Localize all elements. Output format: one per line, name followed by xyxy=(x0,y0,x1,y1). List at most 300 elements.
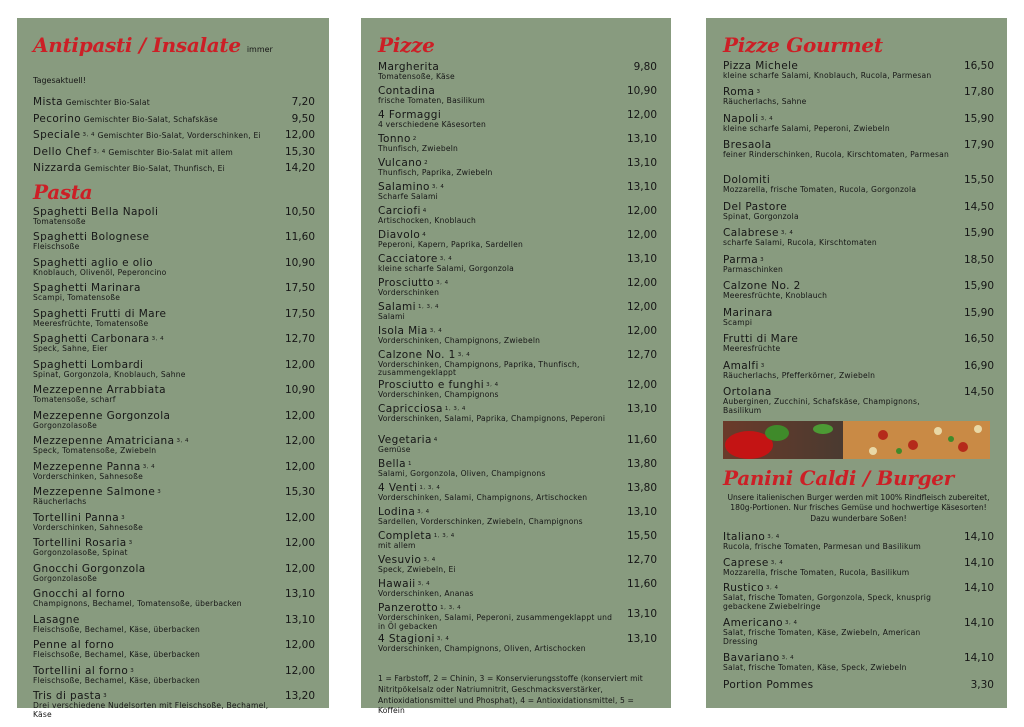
menu-item-name xyxy=(723,114,950,125)
menu-item-price: 12,00 xyxy=(284,639,315,651)
menu-item-description: feiner Rinderschinken, Rucola, Kirschtomaten, Parmesan xyxy=(723,150,950,159)
menu-item xyxy=(378,158,657,182)
menu-item-description: Vorderschinken, Salami, Peperoni, zusammengeklappt und in Öl gebacken xyxy=(378,613,613,631)
additive-codes: 3 xyxy=(121,514,126,521)
pasta-list xyxy=(33,207,315,722)
menu-item-description: Auberginen, Zucchini, Schafskäse, Champignons, Basilikum xyxy=(723,397,920,415)
menu-item-price: 13,10 xyxy=(626,181,657,193)
menu-item xyxy=(33,436,315,462)
menu-item xyxy=(378,230,657,254)
menu-item-description: Meeresfrüchte xyxy=(723,344,781,353)
menu-item xyxy=(33,144,315,161)
menu-item-description: 4 verschiedene Käsesorten xyxy=(378,120,486,129)
menu-item-title: Pizza Michele xyxy=(723,60,799,72)
menu-item-description: Fleischsoße xyxy=(33,242,80,251)
menu-item-title: Portion Pommes xyxy=(723,679,814,692)
menu-item-name xyxy=(33,309,271,320)
menu-item-name xyxy=(723,680,950,691)
menu-item-title: Spaghetti Carbonara xyxy=(33,333,150,345)
menu-item-price: 12,00 xyxy=(284,562,315,575)
additive-codes: 3, 4 xyxy=(417,581,431,587)
menu-item-price: 15,90 xyxy=(963,280,994,292)
additive-codes: 3, 4 xyxy=(431,184,445,190)
menu-item xyxy=(723,532,994,559)
menu-item-description: Gemischter Bio-Salat mit allem xyxy=(108,147,233,157)
menu-item-title: Contadina xyxy=(378,85,436,97)
menu-item xyxy=(723,202,994,229)
menu-item-description: Salami, Gorgonzola, Oliven, Champignons xyxy=(378,469,546,478)
menu-item-description: Vorderschinken, Champignons, Paprika, Thunfisch, zusammengeklappt xyxy=(378,359,580,378)
menu-item xyxy=(33,258,315,284)
additive-codes: 3, 4 xyxy=(770,560,784,567)
menu-item xyxy=(378,254,657,278)
menu-item-price: 3,30 xyxy=(970,679,994,692)
menu-item-price: 11,60 xyxy=(284,231,315,243)
menu-item-title: Mezzepenne Panna xyxy=(33,460,141,473)
menu-item-price: 9,80 xyxy=(633,61,657,73)
menu-item xyxy=(378,579,657,603)
menu-item xyxy=(378,555,657,579)
menu-item-description: Gemischter Bio-Salat xyxy=(65,98,150,107)
additive-codes: 3, 4 xyxy=(457,351,471,358)
menu-item xyxy=(723,228,994,255)
menu-item-price: 17,90 xyxy=(963,139,994,151)
menu-item-price: 12,00 xyxy=(626,277,657,289)
menu-item-description: Vorderschinken, Sahnesoße xyxy=(33,522,143,532)
menu-item xyxy=(33,385,315,411)
menu-item-title: Vesuvio xyxy=(378,554,422,566)
menu-item-description: Gorgonzolasoße xyxy=(33,420,98,430)
menu-item xyxy=(723,583,994,618)
menu-item xyxy=(378,380,657,404)
menu-item xyxy=(378,483,657,507)
menu-item-name xyxy=(33,111,271,128)
menu-item-price: 12,00 xyxy=(626,109,657,121)
menu-item-title: Spaghetti Frutti di Mare xyxy=(33,307,167,320)
menu-item xyxy=(378,634,657,668)
antipasti-list xyxy=(33,94,315,177)
menu-item-title: Tortellini Panna xyxy=(33,511,120,524)
menu-item-title: Roma xyxy=(723,86,755,98)
menu-item xyxy=(33,487,315,513)
menu-item-description: Salat, frische Tomaten, Käse, Zwiebeln, American Dressing xyxy=(723,628,921,646)
menu-item-description: scharfe Salami, Rucola, Kirschtomaten xyxy=(723,238,877,247)
food-photo-banner xyxy=(723,421,990,459)
menu-item-price: 14,10 xyxy=(963,652,994,665)
menu-panel-middle xyxy=(361,18,671,716)
menu-item-name xyxy=(378,435,613,446)
menu-item-description: Gemischter Bio-Salat, Vorderschinken, Ei xyxy=(97,131,261,140)
menu-item-price: 15,90 xyxy=(963,227,994,239)
menu-item-title: Pecorino xyxy=(33,112,82,125)
additive-codes: 2 xyxy=(424,160,429,166)
menu-item-price: 18,50 xyxy=(963,253,994,266)
menu-item xyxy=(723,87,994,114)
section-title-gourmet: Pizze Gourmet xyxy=(723,33,883,57)
menu-item-title: 4 Stagioni xyxy=(378,633,435,645)
menu-item xyxy=(378,182,657,206)
menu-item-title: Mezzepenne Gorgonzola xyxy=(33,409,171,422)
menu-item-description: Fleischsoße, Bechamel, Käse, überbacken xyxy=(33,624,201,634)
menu-item-price: 14,20 xyxy=(284,162,315,174)
menu-item xyxy=(378,86,657,110)
menu-item xyxy=(33,640,315,666)
menu-item-price: 12,00 xyxy=(284,664,315,677)
menu-item-description: Speck, Zwiebeln, Ei xyxy=(378,565,456,574)
additive-codes: 3, 4 xyxy=(780,230,794,236)
menu-item-title: Tris di pasta xyxy=(33,690,102,702)
menu-item-name xyxy=(33,513,271,524)
menu-item-price: 13,10 xyxy=(626,157,657,169)
menu-item xyxy=(723,308,994,335)
menu-item-description: Knoblauch, Olivenöl, Peperoncino xyxy=(33,267,167,277)
menu-item-title: Rustico xyxy=(723,582,764,595)
menu-item-price: 13,80 xyxy=(626,458,657,470)
menu-item-title: Tonno xyxy=(378,133,411,145)
section-title-pasta: Pasta xyxy=(33,179,93,204)
panini-list xyxy=(723,532,994,695)
menu-item-price: 12,70 xyxy=(626,348,657,361)
menu-item-price: 14,10 xyxy=(963,557,994,570)
menu-item xyxy=(723,387,994,417)
gourmet-list xyxy=(723,61,994,417)
menu-item xyxy=(33,127,315,144)
menu-item xyxy=(378,404,657,435)
menu-item-description: Peperoni, Kapern, Paprika, Sardellen xyxy=(378,240,523,249)
additive-codes: 3, 4 xyxy=(82,132,95,138)
menu-item-description: kleine scharfe Salami, Knoblauch, Rucola, Parmesan xyxy=(723,71,932,80)
additive-codes: 3 xyxy=(128,540,133,546)
menu-item-price: 12,00 xyxy=(626,379,657,391)
menu-item-price: 11,60 xyxy=(626,578,657,590)
menu-item-price: 12,00 xyxy=(284,537,315,549)
menu-item-description: Fleischsoße, Bechamel, Käse, überbacken xyxy=(33,650,201,659)
menu-item-description: mit allem xyxy=(378,541,416,550)
menu-item-description: Vorderschinken, Champignons, Oliven, Artischocken xyxy=(378,644,586,653)
menu-item xyxy=(723,334,994,361)
menu-item-title: Dolomiti xyxy=(723,174,771,186)
menu-item-price: 12,70 xyxy=(626,554,657,566)
menu-item-price: 10,90 xyxy=(626,85,657,97)
menu-item-description: Vorderschinken xyxy=(378,288,440,297)
menu-panel-right xyxy=(706,18,1007,708)
menu-item-description: Meeresfrüchte, Tomatensoße xyxy=(33,318,149,328)
menu-item-title: Bresaola xyxy=(723,139,772,151)
menu-item xyxy=(33,589,315,615)
menu-item-name xyxy=(33,94,271,111)
menu-item xyxy=(723,255,994,282)
menu-item xyxy=(378,326,657,350)
additive-codes: 3, 4 xyxy=(486,382,499,388)
menu-item-price: 13,10 xyxy=(626,506,657,518)
menu-item-title: Frutti di Mare xyxy=(723,333,799,345)
menu-item-description: Mozzarella, frische Tomaten, Rucola, Gorgonzola xyxy=(723,185,917,194)
menu-item-title: Dello Chef xyxy=(33,145,92,158)
additive-codes: 3 xyxy=(756,89,761,95)
section-title-antipasti: Antipasti / Insalate immer Tagesaktuell! xyxy=(33,33,273,85)
menu-item-description: Tomatensoße, Käse xyxy=(378,72,455,81)
menu-item-description: Salat, frische Tomaten, Käse, Speck, Zwiebeln xyxy=(723,663,907,673)
additive-codes: 2 xyxy=(412,136,417,142)
menu-item-name xyxy=(33,462,271,473)
menu-item-title: Caprese xyxy=(723,557,769,570)
menu-item-price: 12,70 xyxy=(284,333,315,345)
menu-item xyxy=(723,618,994,653)
additive-codes: 3 xyxy=(130,667,135,674)
menu-item-price: 10,50 xyxy=(284,205,315,218)
additive-codes: 1 xyxy=(407,461,412,467)
menu-item xyxy=(723,281,994,308)
menu-item-name xyxy=(378,350,613,361)
menu-item xyxy=(378,206,657,230)
menu-item-price: 12,00 xyxy=(284,511,315,524)
menu-item xyxy=(723,653,994,680)
pizze-list xyxy=(378,62,657,668)
menu-item-title: Diavolo xyxy=(378,229,421,241)
menu-item-price: 15,50 xyxy=(626,530,657,542)
menu-item-price: 15,50 xyxy=(963,174,994,186)
menu-item-name xyxy=(723,361,950,372)
menu-item-name xyxy=(723,255,950,266)
menu-item-title: Hawaii xyxy=(378,578,416,590)
menu-item xyxy=(33,564,315,590)
menu-item-name xyxy=(33,360,271,371)
menu-item-description: Gorgonzolasoße xyxy=(33,573,98,583)
menu-item-title: Margherita xyxy=(378,61,440,73)
menu-item xyxy=(33,538,315,564)
additive-codes: 1, 3, 4 xyxy=(418,304,439,310)
menu-item-description: Vorderschinken, Salami, Paprika, Champignons, Peperoni xyxy=(378,414,606,423)
menu-item-price: 12,00 xyxy=(284,435,315,447)
menu-item-title: Parma xyxy=(723,253,759,266)
additive-codes: 1, 3, 4 xyxy=(433,533,455,539)
menu-item-name xyxy=(723,202,950,213)
additive-codes: 3, 4 xyxy=(785,620,798,627)
menu-item-title: Nizzarda xyxy=(33,162,82,174)
menu-item-price: 7,20 xyxy=(291,96,315,108)
additive-codes: 3 xyxy=(103,693,108,699)
menu-item-description: Räucherlachs, Pfefferkörner, Zwiebeln xyxy=(723,370,876,380)
menu-item-description: Tomatensoße xyxy=(33,216,86,226)
additive-codes: 1, 3, 4 xyxy=(444,406,466,412)
menu-item-price: 16,90 xyxy=(963,359,994,372)
menu-item-price: 14,50 xyxy=(963,386,994,398)
additive-codes: 3, 4 xyxy=(436,280,449,286)
menu-item xyxy=(33,411,315,437)
menu-item-title: Carciofi xyxy=(378,205,421,217)
additive-codes: 4 xyxy=(422,208,427,214)
additive-codes: 3 xyxy=(157,489,162,495)
additive-codes: 3 xyxy=(760,256,765,263)
menu-item xyxy=(378,603,657,634)
menu-item-description: Spinat, Gorgonzola, Knoblauch, Sahne xyxy=(33,369,186,379)
menu-item-price: 12,00 xyxy=(284,129,315,141)
menu-item xyxy=(33,615,315,641)
menu-item-price: 16,50 xyxy=(963,60,994,72)
menu-item xyxy=(378,435,657,459)
menu-item-description: Salat, frische Tomaten, Gorgonzola, Speck, knusprig gebackene Zwiebelringe xyxy=(723,593,932,611)
menu-item-title: Panzerotto xyxy=(378,602,439,614)
menu-item-price: 14,50 xyxy=(963,200,994,213)
menu-item-name xyxy=(378,302,613,313)
menu-item-price: 12,00 xyxy=(626,301,657,313)
menu-item xyxy=(33,207,315,233)
menu-item-price: 12,00 xyxy=(626,325,657,337)
menu-item-description: Artischocken, Knoblauch xyxy=(378,216,477,225)
menu-item-price: 12,00 xyxy=(284,358,315,371)
menu-item xyxy=(378,350,657,381)
menu-item xyxy=(723,680,994,694)
menu-item-price: 17,80 xyxy=(963,86,994,98)
additive-codes: 3, 4 xyxy=(767,533,780,540)
menu-item-title: Amalfi xyxy=(723,359,759,372)
menu-item-name xyxy=(33,207,271,218)
menu-item-title: Lasagne xyxy=(33,613,80,626)
menu-item xyxy=(378,531,657,555)
menu-item-title: Americano xyxy=(723,617,783,630)
menu-item-title: Spaghetti Lombardi xyxy=(33,358,144,371)
menu-item xyxy=(33,160,315,177)
menu-item-title: Del Pastore xyxy=(723,200,788,213)
menu-item-title: Vegetaria xyxy=(378,434,432,446)
menu-item-title: Spaghetti Bolognese xyxy=(33,231,150,243)
menu-item-title: Mezzepenne Salmone xyxy=(33,486,156,498)
section-title-pizze: Pizze xyxy=(378,33,435,57)
additive-codes: 3, 4 xyxy=(429,328,443,334)
menu-item-title: Marinara xyxy=(723,306,773,319)
menu-item-title: Vulcano xyxy=(378,157,423,169)
menu-item-title: Italiano xyxy=(723,530,766,543)
menu-item-description: Gemischter Bio-Salat, Thunfisch, Ei xyxy=(84,164,225,173)
menu-item-description: Speck, Sahne, Eier xyxy=(33,344,108,353)
menu-item-description: Meeresfrüchte, Knoblauch xyxy=(723,291,828,300)
menu-item-price: 14,10 xyxy=(963,530,994,543)
menu-item xyxy=(378,278,657,302)
menu-item-description: Rucola, frische Tomaten, Parmesan und Basilikum xyxy=(723,541,921,551)
menu-item xyxy=(723,361,994,388)
menu-item-description: Fleischsoße, Bechamel, Käse, überbacken xyxy=(33,675,201,685)
menu-item-title: Prosciutto xyxy=(378,277,435,289)
additive-codes: 3, 4 xyxy=(93,148,106,155)
burger-intro: Unsere italienischen Burger werden mit 100% Rindfleisch zubereitet, 180g-Portionen. Nur frisches Gemüse und hochwertige Käsesorten! Dazu wunderbare Soßen! xyxy=(727,493,990,523)
menu-item-price: 14,10 xyxy=(963,617,994,630)
menu-item xyxy=(33,283,315,309)
menu-item-price: 14,10 xyxy=(963,582,994,595)
menu-item-price: 10,90 xyxy=(284,384,315,396)
menu-item-name xyxy=(33,258,271,269)
additive-codes: 1, 3, 4 xyxy=(419,485,441,491)
menu-item-name xyxy=(33,160,271,177)
additive-codes: 3, 4 xyxy=(781,655,795,662)
additive-codes: 3 xyxy=(760,362,765,369)
menu-item-description: Scharfe Salami xyxy=(378,192,438,201)
menu-item-price: 10,90 xyxy=(284,256,315,269)
menu-item-description: Parmaschinken xyxy=(723,264,784,274)
menu-item-description: Vorderschinken, Champignons, Zwiebeln xyxy=(378,336,541,345)
menu-item-description: Spinat, Gorgonzola xyxy=(723,211,799,221)
menu-item xyxy=(33,360,315,386)
menu-item-description: Champignons, Bechamel, Tomatensoße, überbacken xyxy=(33,599,242,608)
menu-item-title: Gnocchi Gorgonzola xyxy=(33,562,146,575)
menu-item-description: Vorderschinken, Salami, Champignons, Artischocken xyxy=(378,493,588,502)
menu-item-description: Scampi, Tomatensoße xyxy=(33,293,121,302)
menu-item-title: Gnocchi al forno xyxy=(33,588,126,600)
menu-item-price: 13,10 xyxy=(284,588,315,600)
menu-item-description: Salami xyxy=(378,312,405,321)
menu-item-price: 13,10 xyxy=(626,133,657,145)
menu-item-title: Penne al forno xyxy=(33,639,115,651)
menu-item-price: 17,50 xyxy=(284,282,315,294)
menu-item-name xyxy=(33,411,271,422)
menu-item-description: Drei verschiedene Nudelsorten mit Fleischsoße, Bechamel, Käse xyxy=(33,701,269,719)
menu-item-title: Spaghetti Bella Napoli xyxy=(33,205,159,218)
menu-item-price: 12,00 xyxy=(284,409,315,422)
additive-codes: 3, 4 xyxy=(765,585,779,592)
menu-item-price: 11,60 xyxy=(626,434,657,446)
additive-codes: 3, 4 xyxy=(151,336,165,342)
menu-item-title: Mezzepenne Amatriciana xyxy=(33,435,175,447)
menu-item xyxy=(33,309,315,335)
menu-item-price: 12,00 xyxy=(626,205,657,217)
menu-item-description: Sardellen, Vorderschinken, Zwiebeln, Champignons xyxy=(378,517,583,526)
menu-item-description: Tomatensoße, scharf xyxy=(33,395,116,404)
menu-item-title: Capricciosa xyxy=(378,403,443,415)
menu-item-description: Speck, Tomatensoße, Zwiebeln xyxy=(33,446,157,455)
additive-codes: 3, 4 xyxy=(439,256,453,262)
menu-item-price: 16,50 xyxy=(963,333,994,345)
menu-item-title: Calabrese xyxy=(723,227,779,239)
menu-item-description: Räucherlachs, Sahne xyxy=(723,97,807,106)
menu-item xyxy=(723,61,994,87)
menu-item-description: Gemischter Bio-Salat, Schafskäse xyxy=(83,114,218,124)
additive-codes: 3, 4 xyxy=(176,438,189,444)
menu-item-description: frische Tomaten, Basilikum xyxy=(378,96,485,105)
menu-item xyxy=(378,459,657,483)
menu-item-price: 15,90 xyxy=(963,112,994,125)
menu-item-description: Vorderschinken, Sahnesoße xyxy=(33,471,143,481)
menu-item-description: kleine scharfe Salami, Gorgonzola xyxy=(378,264,515,273)
menu-item-price: 12,00 xyxy=(626,229,657,241)
menu-item-price: 15,30 xyxy=(284,145,315,158)
menu-item-price: 13,10 xyxy=(284,613,315,626)
menu-item-price: 13,10 xyxy=(626,253,657,265)
menu-item-price: 13,10 xyxy=(626,403,657,415)
menu-item-price: 17,50 xyxy=(284,307,315,320)
menu-item-title: Salamino xyxy=(378,181,430,193)
menu-item xyxy=(33,111,315,128)
additive-codes: 3, 4 xyxy=(436,636,450,642)
section-title-panini: Panini Caldi / Burger xyxy=(723,466,954,490)
menu-item-name xyxy=(33,144,271,161)
menu-item-title: Tortellini Rosaria xyxy=(33,537,127,549)
menu-item xyxy=(723,114,994,141)
menu-item-title: Mezzepenne Arrabbiata xyxy=(33,384,166,396)
menu-item-description: Vorderschinken, Champignons xyxy=(378,390,499,399)
menu-item-description: Thunfisch, Zwiebeln xyxy=(378,144,459,153)
menu-item xyxy=(378,134,657,158)
menu-item xyxy=(33,691,315,721)
menu-item-title: Lodina xyxy=(378,506,416,518)
menu-item-name xyxy=(33,127,271,144)
menu-item-title: Mista xyxy=(33,96,63,108)
menu-item xyxy=(378,302,657,326)
menu-item-title: Napoli xyxy=(723,112,759,125)
menu-item-description: Mozzarella, frische Tomaten, Rucola, Basilikum xyxy=(723,568,910,578)
additive-codes: 4 xyxy=(422,232,427,238)
menu-item-title: 4 Formaggi xyxy=(378,109,442,121)
menu-item-title: Tortellini al forno xyxy=(33,664,129,677)
menu-item xyxy=(723,140,994,175)
